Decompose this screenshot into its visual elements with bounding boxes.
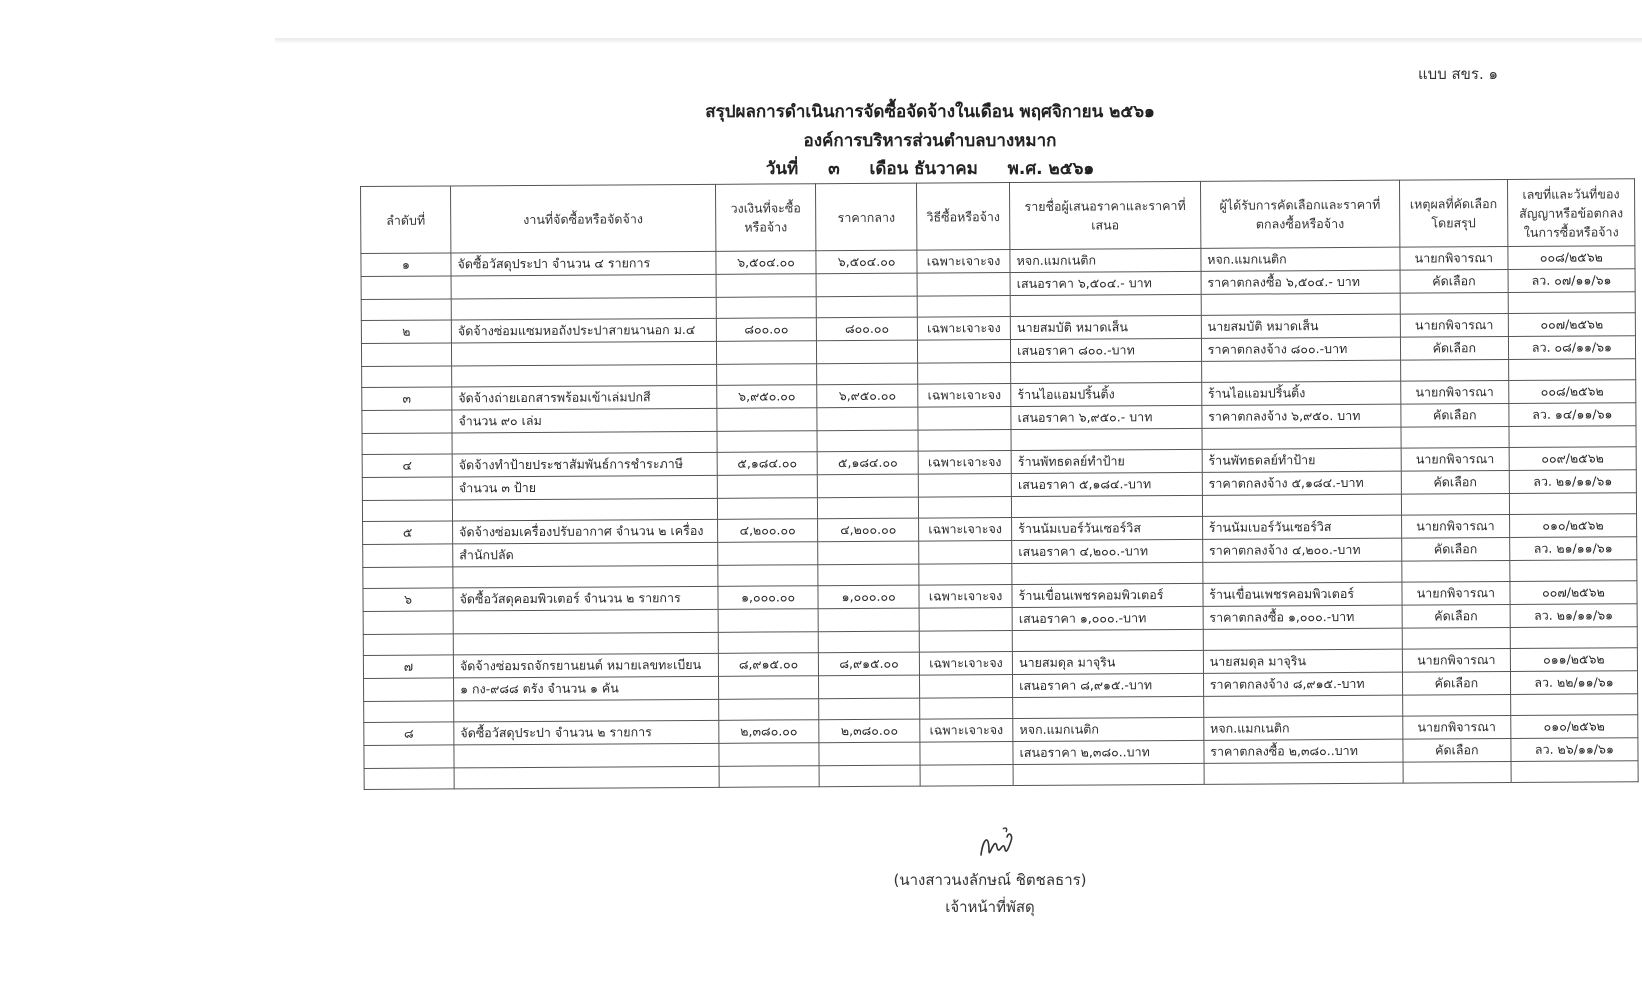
row-empty [362,410,452,434]
row-reason-detail: คัดเลือก [1401,470,1509,494]
row-contract-no: ๐๐๙/๒๕๖๒ [1509,447,1636,471]
row-winner: หจก.แมกเนติก [1204,716,1403,740]
row-item: จัดซื้อวัสดุคอมพิวเตอร์ จำนวน ๒ รายการ [453,586,718,611]
date-month-label: เดือน [869,159,909,179]
row-empty [1510,694,1637,716]
row-empty [1202,427,1401,449]
row-contract-no: ๐๑๐/๒๕๖๒ [1511,715,1638,739]
row-agreed-price: ราคาตกลงซื้อ ๖,๕๐๔.- บาท [1201,270,1400,294]
row-budget: ๕,๑๘๔.๐๐ [717,452,818,476]
row-empty [718,632,819,654]
row-empty [717,475,818,499]
row-contract-no: ๐๑๐/๒๕๖๒ [1509,514,1636,538]
report-date [700,155,1160,182]
row-item: จัดซื้อวัสดุประปา จำนวน ๒ รายการ [454,720,719,745]
row-empty [1011,361,1202,383]
row-item-detail: ๑ กง-๙๘๘ ตรัง จำนวน ๑ คัน [454,676,719,701]
row-number: ๖ [363,588,453,612]
row-empty [452,498,717,521]
row-bid-price: เสนอราคา ๖,๕๐๔.- บาท [1010,271,1201,295]
row-bidder: หจก.แมกเนติก [1010,248,1201,272]
row-item-detail [451,341,716,366]
row-empty [1510,560,1637,582]
row-empty [819,742,920,766]
row-item-detail [453,609,718,634]
row-empty [452,431,717,454]
row-empty [920,698,1013,720]
row-number: ๓ [362,387,452,411]
row-bidder: นายสมดุล มาจุริน [1012,650,1203,674]
row-empty [816,273,917,297]
row-contract-date: ลว. ๒๒/๑๑/๖๑ [1510,671,1637,695]
date-year-label: พ.ศ. [1007,159,1043,179]
col-header-method: วิธีซื้อหรือจ้าง [916,183,1010,251]
row-empty [917,340,1010,364]
row-empty [1511,761,1638,783]
row-empty [719,743,820,767]
row-number: ๒ [361,320,451,344]
row-empty [363,634,453,656]
row-empty [1401,426,1509,448]
row-bid-price: เสนอราคา ๘๐๐.-บาท [1011,338,1202,362]
row-empty [361,276,451,300]
scan-edge-shadow [275,38,1642,44]
row-reason: นายกพิจารณา [1402,648,1510,672]
row-empty [918,430,1011,452]
col-header-median-price: ราคากลาง [816,183,917,251]
row-reason: นายกพิจารณา [1400,246,1508,270]
row-empty [1012,562,1203,584]
row-item: จัดจ้างซ่อมแซมหอถังประปาสายนานอก ม.๔ [451,318,716,343]
row-contract-date: ลว. ๑๔/๑๑/๖๑ [1509,403,1636,427]
row-bidder: นายสมบัติ หมาดเส็น [1010,315,1201,339]
row-winner: นายสมบัติ หมาดเส็น [1201,314,1400,338]
row-empty [1203,628,1402,650]
row-item: จัดซื้อวัสดุประปา จำนวน ๔ รายการ [451,251,716,276]
row-reason: นายกพิจารณา [1400,313,1508,337]
row-empty [819,765,920,787]
row-empty [362,433,452,455]
row-empty [919,631,1012,653]
row-empty [917,296,1010,318]
row-bid-price: เสนอราคา ๕,๑๘๔.-บาท [1011,472,1202,496]
row-empty [452,364,717,387]
row-empty [1510,627,1637,649]
row-reason-detail: คัดเลือก [1403,738,1511,762]
row-empty [451,297,716,320]
row-budget: ๖,๙๕๐.๐๐ [716,385,817,409]
row-item: จัดจ้างซ่อมเครื่องปรับอากาศ จำนวน ๒ เครื่อง [453,519,718,544]
row-contract-date: ลว. ๐๗/๑๑/๖๑ [1508,269,1635,293]
row-empty [362,477,452,501]
row-item: จัดจ้างทำป้ายประชาสัมพันธ์การชำระภาษี [452,452,717,477]
row-contract-date: ลว. ๒๖/๑๑/๖๑ [1511,738,1638,762]
row-empty [1201,360,1400,382]
row-method: เฉพาะเจาะจง [919,652,1012,676]
row-empty [363,611,453,635]
row-empty [1509,426,1636,448]
row-empty [919,541,1012,565]
row-empty [716,297,817,319]
row-method: เฉพาะเจาะจง [918,518,1011,542]
row-bidder: ร้านพัทธดลย์ทำป้าย [1011,449,1202,473]
row-empty [819,698,920,720]
row-median-price: ๕,๑๘๔.๐๐ [817,451,918,475]
row-bid-price: เสนอราคา ๒,๓๘๐..บาท [1013,740,1204,764]
row-reason-detail: คัดเลือก [1401,403,1509,427]
row-reason-detail: คัดเลือก [1402,671,1510,695]
row-empty [818,474,919,498]
row-empty [918,474,1011,498]
row-number: ๘ [364,722,454,746]
row-bidder: ร้านเขื่อนเพชรคอมพิวเตอร์ [1012,583,1203,607]
row-empty [1402,694,1510,716]
row-method: เฉพาะเจาะจง [918,384,1011,408]
row-item-detail: จำนวน ๙๐ เล่ม [452,408,717,433]
row-empty [364,678,454,702]
row-contract-no: ๐๐๗/๒๕๖๒ [1508,313,1635,337]
row-empty [363,544,453,568]
row-empty [819,631,920,653]
row-number: ๕ [363,521,453,545]
row-reason: นายกพิจารณา [1402,581,1510,605]
row-empty [917,273,1010,297]
row-empty [918,497,1011,519]
row-number: ๑ [361,253,451,277]
row-empty [716,274,817,298]
row-item-detail [454,743,719,768]
row-empty [361,299,451,321]
row-item-detail: สำนักปลัด [453,542,718,567]
date-year: ๒๕๖๑ [1048,159,1095,179]
row-empty [920,742,1013,766]
row-empty [818,497,919,519]
row-empty [717,431,818,453]
row-winner: ร้านพัทธดลย์ทำป้าย [1202,448,1401,472]
row-reason-detail: คัดเลือก [1402,604,1510,628]
date-month: ธันวาคม [914,159,978,179]
row-item: จัดจ้างซ่อมรถจักรยานยนต์ หมายเลขทะเบียน [453,653,718,678]
row-item-detail: จำนวน ๓ ป้าย [452,475,717,500]
row-empty [364,701,454,723]
col-header-no: ลำดับที่ [361,186,451,254]
row-empty [817,430,918,452]
row-empty [819,675,920,699]
table-body [361,246,1638,790]
signatory-name: (นางสาวนงลักษณ์ ชิตชลธาร) [893,871,1087,889]
row-agreed-price: ราคาตกลงจ้าง ๘,๙๑๕.-บาท [1203,672,1402,696]
row-contract-no: ๐๐๘/๒๕๖๒ [1508,246,1635,270]
row-empty [1203,695,1402,717]
col-header-selected: ผู้ได้รับการคัดเลือกและราคาที่ตกลงซื้อหรือจ้าง [1200,180,1399,248]
row-contract-date: ลว. ๒๑/๑๑/๖๑ [1510,537,1637,561]
row-median-price: ๖,๕๐๔.๐๐ [816,250,917,274]
report-title: สรุปผลการดำเนินการจัดซื้อจัดจ้างในเดือน พฤศจิกายน ๒๕๖๑ [705,102,1155,122]
row-reason-detail: คัดเลือก [1400,336,1508,360]
row-reason: นายกพิจารณา [1401,380,1509,404]
row-empty [1402,560,1510,582]
row-empty [717,498,818,520]
row-contract-date: ลว. ๒๑/๑๑/๖๑ [1510,604,1637,628]
row-winner: หจก.แมกเนติก [1201,247,1400,271]
row-contract-no: ๐๑๑/๒๕๖๒ [1510,648,1637,672]
row-method: เฉพาะเจาะจง [917,250,1010,274]
row-empty [453,565,718,588]
row-empty [1508,359,1635,381]
row-method: เฉพาะเจาะจง [918,451,1011,475]
row-median-price: ๑,๐๐๐.๐๐ [818,585,919,609]
row-empty [453,632,718,655]
row-reason-detail: คัดเลือก [1400,269,1508,293]
row-empty [1201,293,1400,315]
col-header-budget: วงเงินที่จะซื้อหรือจ้าง [715,184,816,252]
row-method: เฉพาะเจาะจง [919,585,1012,609]
row-item-detail [451,274,716,299]
row-empty [362,366,452,388]
row-budget: ๘,๙๑๕.๐๐ [718,653,819,677]
row-empty [919,675,1012,699]
row-empty [1401,493,1509,515]
row-empty [1013,763,1204,785]
row-agreed-price: ราคาตกลงซื้อ ๒,๓๘๐..บาท [1204,739,1403,763]
row-empty [918,407,1011,431]
procurement-table [360,178,1639,790]
row-empty [363,567,453,589]
row-empty [919,564,1012,586]
row-agreed-price: ราคาตกลงจ้าง ๔,๒๐๐.-บาท [1202,538,1401,562]
row-empty [718,699,819,721]
row-empty [361,343,451,367]
row-winner: ร้านนัมเบอร์วันเซอร์วิส [1202,515,1401,539]
row-empty [1508,292,1635,314]
row-empty [1400,359,1508,381]
row-winner: นายสมดุล มาจุริน [1203,649,1402,673]
row-item: จัดจ้างถ่ายเอกสารพร้อมเข้าเล่มปกสี [452,385,717,410]
row-empty [818,541,919,565]
row-empty [817,407,918,431]
row-bid-price: เสนอราคา ๔,๒๐๐.-บาท [1012,539,1203,563]
row-empty [1402,627,1510,649]
row-budget: ๑,๐๐๐.๐๐ [718,586,819,610]
col-header-contract: เลขที่และวันที่ของสัญญาหรือข้อตกลงในการซื้อหรือจ้าง [1507,179,1635,247]
row-empty [918,363,1011,385]
row-method: เฉพาะเจาะจง [917,317,1010,341]
row-agreed-price: ราคาตกลงจ้าง ๘๐๐.-บาท [1201,337,1400,361]
row-empty [817,296,918,318]
row-bidder: หจก.แมกเนติก [1013,717,1204,741]
row-empty [716,364,817,386]
row-empty [818,564,919,586]
row-empty [364,745,454,769]
row-empty [718,609,819,633]
row-reason: นายกพิจารณา [1403,715,1511,739]
row-empty [364,768,454,790]
row-empty [1010,294,1201,316]
col-header-bidders: รายชื่อผู้เสนอราคาและราคาที่เสนอ [1010,181,1201,249]
row-empty [1403,761,1511,783]
row-empty [1204,762,1403,784]
row-empty [818,608,919,632]
row-empty [362,500,452,522]
row-empty [1012,495,1203,517]
date-day: ๓ [828,159,840,179]
row-contract-no: ๐๐๘/๒๕๖๒ [1509,380,1636,404]
row-median-price: ๔,๒๐๐.๐๐ [818,518,919,542]
row-empty [1400,292,1508,314]
row-winner: ร้านเขื่อนเพชรคอมพิวเตอร์ [1203,582,1402,606]
row-number: ๔ [362,454,452,478]
row-number: ๗ [363,655,453,679]
date-day-label: วันที่ [765,159,799,179]
row-empty [920,765,1013,787]
signatory-position: เจ้าหน้าที่พัสดุ [945,898,1035,916]
row-empty [454,766,719,789]
row-empty [817,340,918,364]
row-empty [919,608,1012,632]
row-empty [718,565,819,587]
row-reason: นายกพิจารณา [1401,447,1509,471]
row-median-price: ๘๐๐.๐๐ [817,317,918,341]
table-header-row [361,179,1635,254]
row-contract-date: ลว. ๐๘/๑๑/๖๑ [1508,336,1635,360]
row-empty [454,699,719,722]
col-header-reason: เหตุผลที่คัดเลือกโดยสรุป [1399,179,1507,247]
row-bid-price: เสนอราคา ๑,๐๐๐.-บาท [1012,606,1203,630]
row-bid-price: เสนอราคา ๘,๙๑๕.-บาท [1013,673,1204,697]
row-bidder: ร้านนัมเบอร์วันเซอร์วิส [1012,516,1203,540]
row-reason-detail: คัดเลือก [1402,537,1510,561]
row-empty [717,542,818,566]
row-contract-no: ๐๐๗/๒๕๖๒ [1510,581,1637,605]
row-bid-price: เสนอราคา ๖,๙๕๐.- บาท [1011,405,1202,429]
row-median-price: ๖,๙๕๐.๐๐ [817,384,918,408]
row-empty [717,408,818,432]
row-empty [1203,561,1402,583]
row-empty [716,341,817,365]
row-winner: ร้านไอแอมปริ้นติ้ง [1201,381,1400,405]
row-agreed-price: ราคาตกลงจ้าง ๕,๑๘๔.-บาท [1202,471,1401,495]
row-empty [1509,493,1636,515]
row-contract-date: ลว. ๒๑/๑๑/๖๑ [1509,470,1636,494]
row-empty [1012,629,1203,651]
row-median-price: ๘,๙๑๕.๐๐ [819,652,920,676]
row-agreed-price: ราคาตกลงจ้าง ๖,๙๕๐. บาท [1202,404,1401,428]
row-budget: ๔,๒๐๐.๐๐ [717,519,818,543]
signature-mark [975,825,1019,863]
row-empty [719,766,820,788]
row-empty [1202,494,1401,516]
row-budget: ๘๐๐.๐๐ [716,318,817,342]
organization-name: องค์การบริหารส่วนตำบลบางหมาก [803,131,1057,151]
form-code: แบบ สขร. ๑ [1418,65,1499,83]
row-empty [1013,696,1204,718]
row-method: เฉพาะเจาะจง [920,719,1013,743]
row-reason: นายกพิจารณา [1401,514,1509,538]
col-header-item: งานที่จัดซื้อหรือจัดจ้าง [451,184,716,253]
row-budget: ๖,๕๐๔.๐๐ [716,251,817,275]
row-empty [1011,428,1202,450]
row-median-price: ๒,๓๘๐.๐๐ [819,719,920,743]
row-empty [817,363,918,385]
row-agreed-price: ราคาตกลงซื้อ ๑,๐๐๐.-บาท [1203,605,1402,629]
row-bidder: ร้านไอแอมปริ้นติ้ง [1011,382,1202,406]
row-budget: ๒,๓๘๐.๐๐ [719,720,820,744]
row-empty [718,676,819,700]
